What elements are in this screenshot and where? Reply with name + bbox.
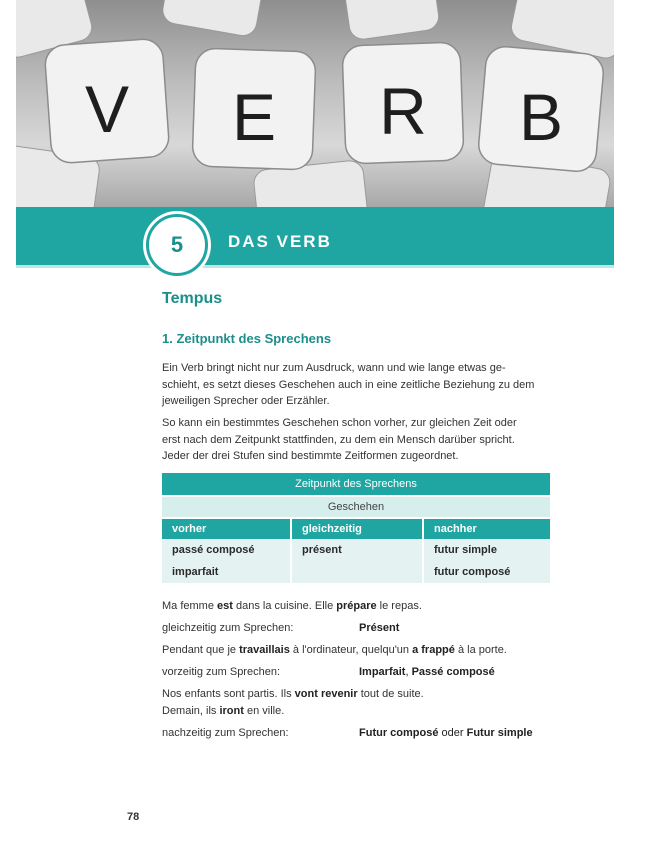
table-title: Zeitpunkt des Sprechens [162,473,550,496]
example-label-3: nachzeitig zum Sprechen: [162,727,289,739]
column-header-nachher: nachher [423,518,550,539]
column-header-gleichzeitig: gleichzeitig [291,518,423,539]
table-cell: imparfait [162,561,291,583]
table-cell: futur composé [423,561,550,583]
chapter-number-badge: 5 [146,214,208,276]
table-cell: passé composé [162,539,291,561]
chapter-title: DAS VERB [228,232,332,251]
example-label-1: gleichzeitig zum Sprechen: [162,622,294,634]
hero-photo [16,0,614,207]
example-sentence-4: Demain, ils iront en ville. [162,705,285,717]
example-tense-1: Présent [359,622,400,634]
example-label-2: vorzeitig zum Sprechen: [162,666,280,678]
table-cell: futur simple [423,539,550,561]
example-sentence-2: Pendant que je travaillais à l'ordinateur, quelqu'un a frappé à la porte. [162,644,507,656]
page-number: 78 [127,811,140,823]
chapter-band-divider [16,265,614,268]
svg-text:V: V [84,72,130,146]
example-sentence-3: Nos enfants sont partis. Ils vont revenir tout de suite. [162,688,424,700]
table-cell: présent [291,539,423,561]
tile-e [192,48,316,170]
tense-table [162,473,550,583]
example-sentence-1: Ma femme est dans la cuisine. Elle prépare le repas. [162,600,422,612]
svg-text:B: B [518,80,564,154]
example-tense-3: Futur composé oder Futur simple [359,727,533,739]
tile-r [342,42,464,164]
table-row [162,561,550,583]
tile-b [477,45,605,173]
svg-text:E: E [231,80,277,154]
table-cell [291,561,423,583]
paragraph-1: Ein Verb bringt nicht nur zum Ausdruck, wann und wie lange etwas ge- schieht, es setzt dieses Geschehen auch in eine zeitliche Beziehung zu dem jeweiligen Sprecher oder Erzähler. [162,362,535,407]
subsection-title: 1. Zeitpunkt des Sprechens [162,331,332,346]
table-subtitle: Geschehen [162,496,550,518]
section-title: Tempus [162,290,223,307]
tile-v [44,38,170,164]
svg-text:R: R [379,74,427,148]
table-row [162,539,550,561]
example-tense-2: Imparfait, Passé composé [359,666,495,678]
paragraph-2: So kann ein bestimmtes Geschehen schon vorher, zur gleichen Zeit oder erst nach dem Zeitpunkt stattfinden, zu dem ein Mensch darüber spricht. Jeder der drei Stufen sind bestimmte Zeitformen zugeordnet. [162,417,517,462]
column-header-vorher: vorher [162,518,291,539]
